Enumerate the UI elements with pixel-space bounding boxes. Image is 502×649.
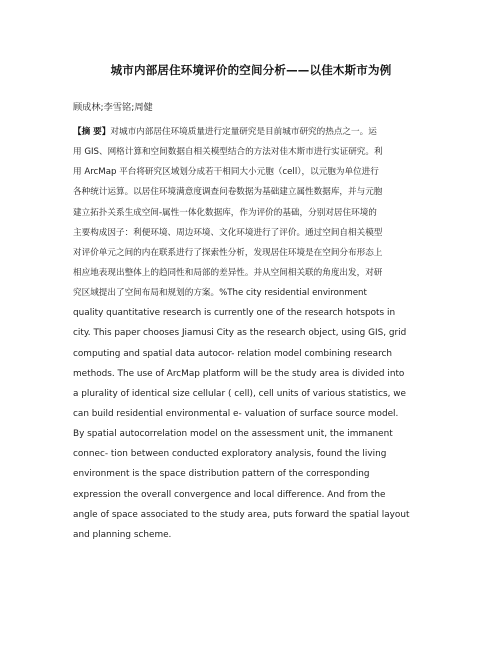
abstract-line-7: 对评价单元之间的内在联系进行了探索性分析，发现居住环境是在空间分布形态上	[73, 247, 383, 258]
abstract-line-15: can build residential environmental e- valuation of surface source model.	[73, 408, 399, 419]
abstract-line-8: 相应地表现出整体上的趋同性和局部的差异性。并从空间相关联的角度出发，对研	[73, 267, 383, 278]
abstract-line-16: By spatial autocorrelation model on the assessment unit, the immanent	[73, 429, 393, 440]
abstract-line-20: angle of space associated to the study area, puts forward the spatial layout	[73, 509, 410, 520]
abstract-tag: 【摘 要】	[73, 127, 111, 137]
abstract-line-17: connec- tion between conducted exploratory analysis, found the living	[73, 449, 387, 460]
abstract-line-11: city. This paper chooses Jiamusi City as the research object, using GIS, grid	[73, 328, 407, 339]
abstract-line-13: methods. The use of ArcMap platform will be the study area is divided into	[73, 368, 405, 379]
abstract-line-18: environment is the space distribution pattern of the corresponding	[73, 469, 370, 480]
abstract	[73, 122, 433, 545]
abstract-line-19: expression the overall convergence and local difference. And from the	[73, 489, 386, 500]
abstract-line-4: 各种统计运算。以居住环境满意度调查问卷数据为基础建立属性数据库，并与元胞	[73, 187, 383, 198]
abstract-line-5: 建立拓扑关系生成空间-属性一体化数据库，作为评价的基础，分别对居住环境的	[73, 207, 377, 218]
abstract-line-10: quality quantitative research is currently one of the research hotspots in	[73, 308, 396, 319]
abstract-line-12: computing and spatial data autocor- relation model combining research	[73, 348, 393, 359]
paper-authors: 顾成林;李雪铭;周健	[73, 102, 153, 113]
abstract-line-3: 用 ArcMap 平台将研究区域划分成若干相同大小元胞（cell），以元胞为单位进行	[73, 167, 379, 178]
abstract-line-21: and planning scheme.	[73, 529, 172, 540]
abstract-line-9: 究区域提出了空间布局和规划的方案。%The city residential environment	[73, 288, 367, 299]
abstract-line-6: 主要构成因子：利便环境、周边环境、文化环境进行了评价。通过空间自相关模型	[73, 227, 383, 238]
abstract-line-2: 用 GIS、网格计算和空间数据自相关模型结合的方法对佳木斯市进行实证研究。利	[73, 147, 383, 158]
abstract-line-text: 对城市内部居住环境质量进行定量研究是目前城市研究的热点之一。运	[110, 127, 377, 137]
paper-title: 城市内部居住环境评价的空间分析——以佳木斯市为例	[110, 63, 392, 77]
abstract-line-1	[73, 122, 433, 142]
abstract-line-14: a plurality of identical size cellular ( cell), cell units of various statistics, we	[73, 388, 406, 399]
